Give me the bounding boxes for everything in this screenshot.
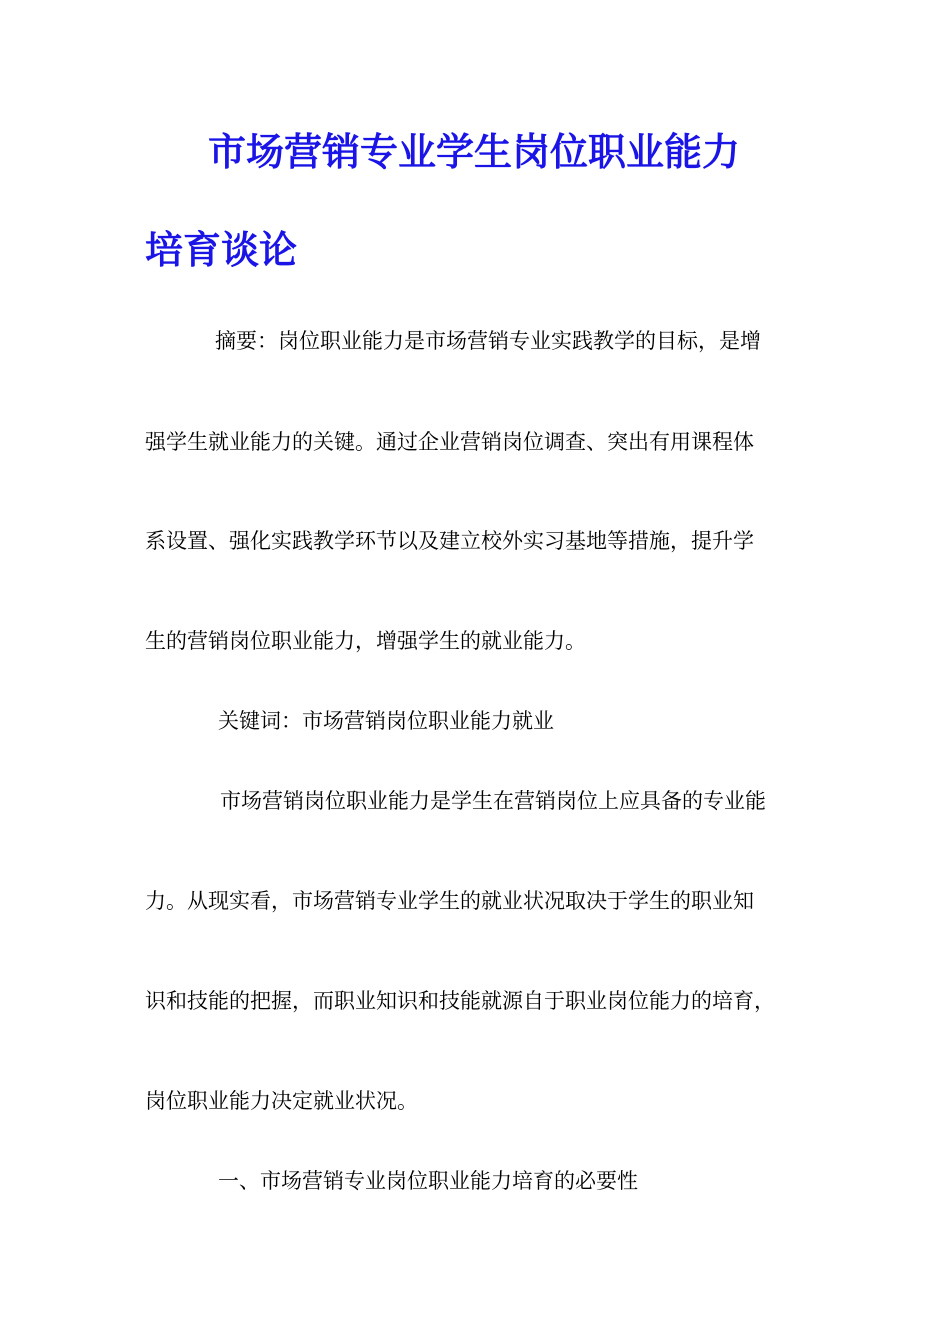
intro-paragraph-line: 市场营销岗位职业能力是学生在营销岗位上应具备的专业能 <box>220 789 766 813</box>
abstract-line: 摘要：岗位职业能力是市场营销专业实践教学的目标，是增 <box>215 329 761 353</box>
document-title-line-1: 市场营销专业学生岗位职业能力 <box>208 130 741 174</box>
document-title-line-2: 培育谈论 <box>145 228 298 272</box>
keywords-line: 关键词：市场营销岗位职业能力就业 <box>218 709 554 733</box>
abstract-line: 强学生就业能力的关键。通过企业营销岗位调查、突出有用课程体 <box>145 430 754 454</box>
intro-paragraph-line: 力。从现实看，市场营销专业学生的就业状况取决于学生的职业知 <box>145 889 754 913</box>
abstract-line: 系设置、强化实践教学环节以及建立校外实习基地等措施，提升学 <box>145 529 754 553</box>
abstract-line: 生的营销岗位职业能力，增强学生的就业能力。 <box>145 629 586 653</box>
intro-paragraph-line: 识和技能的把握，而职业知识和技能就源自于职业岗位能力的培育， <box>145 989 775 1013</box>
intro-paragraph-line: 岗位职业能力决定就业状况。 <box>145 1089 418 1113</box>
section-heading: 一、市场营销专业岗位职业能力培育的必要性 <box>218 1169 638 1193</box>
